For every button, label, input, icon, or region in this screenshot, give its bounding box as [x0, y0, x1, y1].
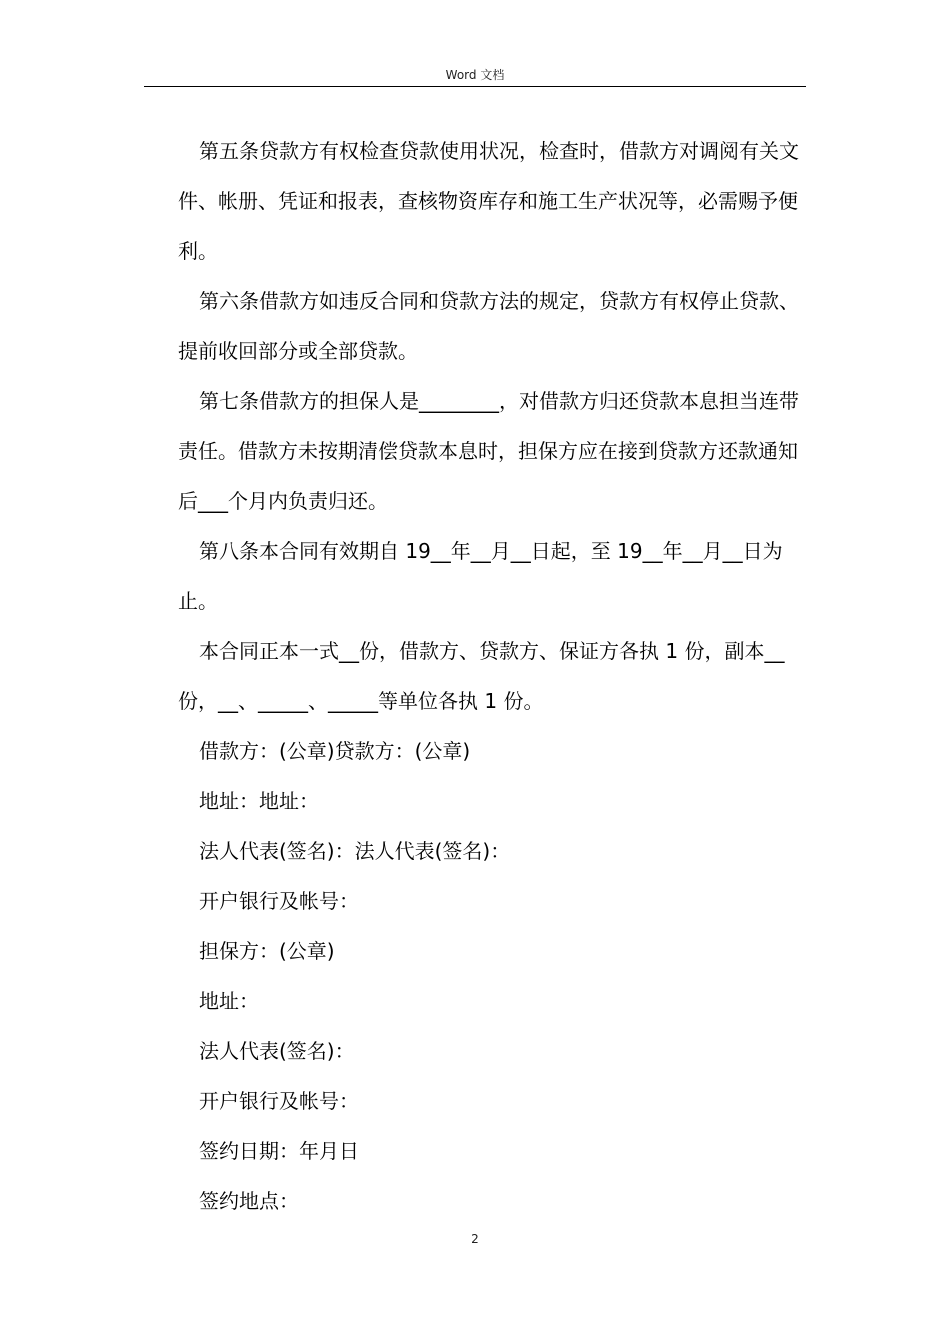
- page-number: 2: [471, 1232, 479, 1246]
- signature-line-date: 签约日期：年月日: [199, 1139, 359, 1163]
- paragraph-copies: 本合同正本一式__份，借款方、贷款方、保证方各执 1 份，副本__份，__、_____、_____等单位各执 1 份。: [178, 639, 785, 713]
- signature-line-guarantor-legal-rep: 法人代表(签名)：: [199, 1039, 355, 1063]
- paragraph-article-5: 第五条贷款方有权检查贷款使用状况，检查时，借款方对调阅有关文件、帐册、凭证和报表，查核物资库存和施工生产状况等，必需赐予便利。: [178, 139, 799, 263]
- signature-line-legal-rep: 法人代表(签名)：法人代表(签名)：: [199, 839, 511, 863]
- paragraph-article-6: 第六条借款方如违反合同和贷款方法的规定，贷款方有权停止贷款、提前收回部分或全部贷款。: [178, 289, 799, 363]
- signature-line-guarantor: 担保方：(公章): [199, 939, 335, 963]
- signature-line-guarantor-address: 地址：: [199, 989, 259, 1013]
- paragraph-article-8: 第八条本合同有效期自 19__年__月__日起，至 19__年__月__日为止。: [178, 539, 783, 613]
- paragraph-article-7: 第七条借款方的担保人是________，对借款方归还贷款本息担当连带责任。借款方未按期清偿贷款本息时，担保方应在接到贷款方还款通知后___个月内负责归还。: [178, 389, 799, 513]
- signature-line-parties: 借款方：(公章)贷款方：(公章): [199, 739, 471, 763]
- signature-line-address: 地址：地址：: [199, 789, 319, 813]
- signature-line-guarantor-bank: 开户银行及帐号：: [199, 1089, 359, 1113]
- signature-line-bank-account: 开户银行及帐号：: [199, 889, 359, 913]
- page-header: Word 文档: [445, 68, 505, 82]
- document-body: [178, 126, 810, 1226]
- signature-line-place: 签约地点：: [199, 1189, 299, 1213]
- header-rule: [144, 86, 806, 87]
